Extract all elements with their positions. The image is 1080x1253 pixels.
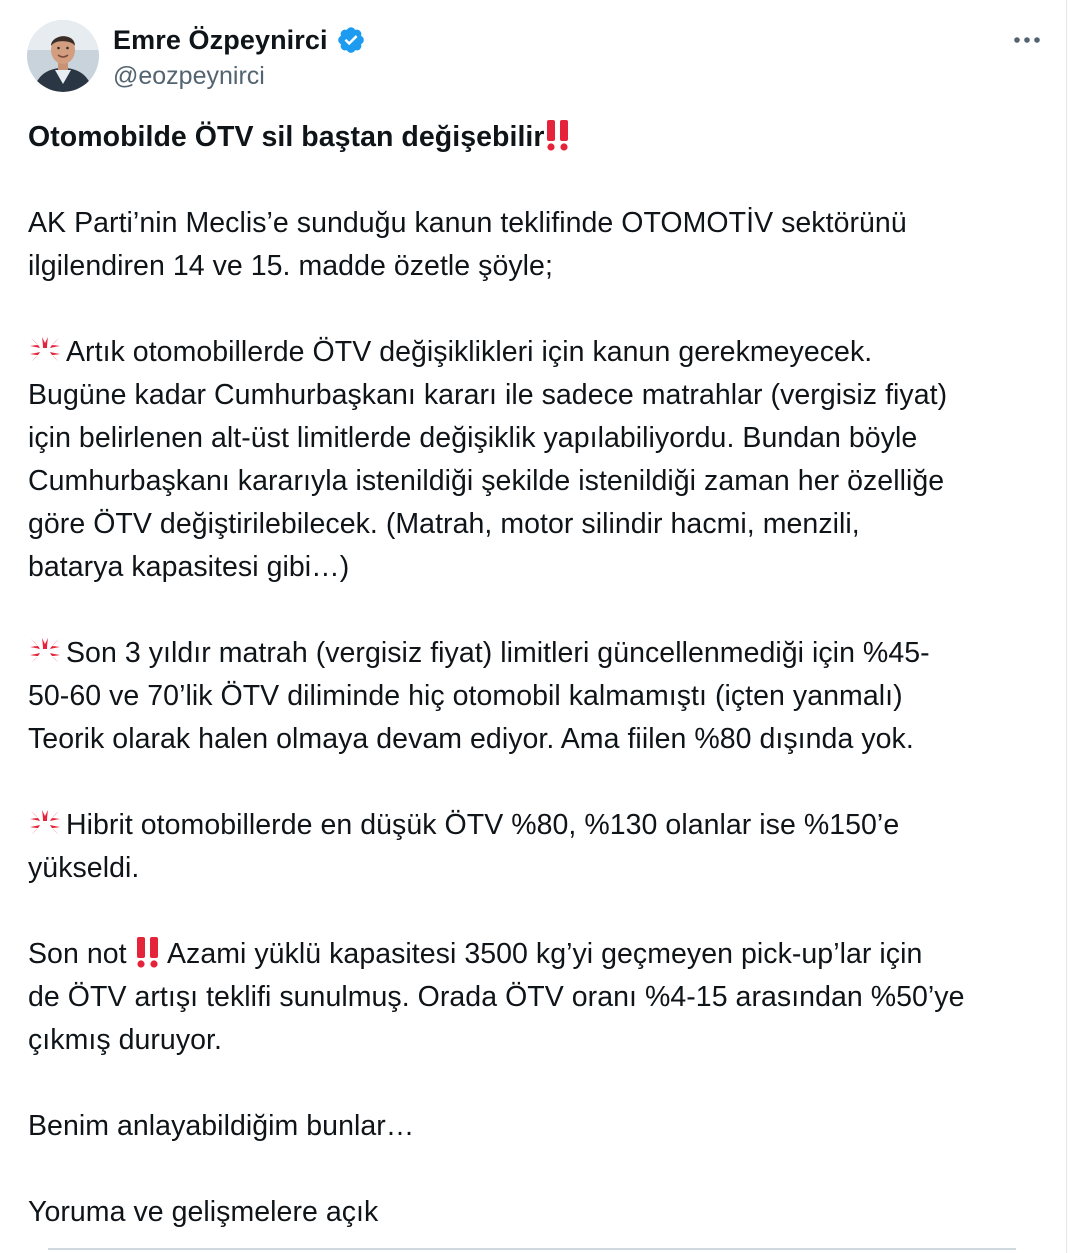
avatar[interactable] — [27, 20, 99, 92]
point-1-line: Cumhurbaşkanı kararıyla istenildiği şekilde istenildiği zaman her özelliğe — [28, 465, 945, 497]
scrollbar[interactable] — [1066, 0, 1080, 1253]
divider — [48, 1248, 1016, 1250]
note-prefix: Son not — [28, 938, 127, 970]
anger-symbol-icon — [28, 808, 62, 838]
point-3-line — [28, 804, 1036, 847]
anger-symbol-icon — [28, 335, 62, 365]
anger-symbol-icon — [28, 636, 62, 666]
point-1-paragraph — [28, 331, 1036, 589]
author-handle[interactable]: @eozpeynirci — [113, 62, 265, 90]
tweet-title — [28, 116, 1036, 159]
verified-badge-icon[interactable] — [336, 25, 366, 55]
point-2-line — [28, 632, 1036, 675]
point-3-line: yükseldi. — [28, 852, 140, 884]
point-1-text: Artık otomobillerde ÖTV değişiklikleri için kanun gerekmeyecek. — [66, 336, 873, 368]
note-line — [28, 933, 1036, 976]
avatar-image — [27, 20, 99, 92]
point-3-text: Hibrit otomobillerde en düşük ÖTV %80, %130 olanlar ise %150’e — [66, 809, 900, 841]
closing-line: Benim anlayabildiğim bunlar… — [28, 1110, 415, 1142]
point-1-line: Bugüne kadar Cumhurbaşkanı kararı ile sadece matrahlar (vergisiz fiyat) — [28, 379, 948, 411]
point-1-line: batarya kapasitesi gibi…) — [28, 551, 350, 583]
note-line: de ÖTV artışı teklifi sunulmuş. Orada ÖTV oranı %4-15 arasından %50’ye — [28, 981, 965, 1013]
closing-line: Yoruma ve gelişmelere açık — [28, 1196, 379, 1228]
double-exclamation-icon — [135, 935, 161, 969]
more-options-icon[interactable] — [1007, 26, 1047, 54]
point-2-line: Teorik olarak halen olmaya devam ediyor. Ama fiilen %80 dışında yok. — [28, 723, 914, 755]
closing-paragraph-1 — [28, 1105, 1036, 1148]
intro-line: ilgilendiren 14 ve 15. madde özetle şöyle; — [28, 250, 553, 282]
author-display-name[interactable]: Emre Özpeynirci — [113, 25, 328, 55]
point-2-text: Son 3 yıldır matrah (vergisiz fiyat) limitleri güncellenmediği için %45- — [66, 637, 930, 669]
intro-line: AK Parti’nin Meclis’e sunduğu kanun teklifinde OTOMOTİV sektörünü — [28, 207, 907, 239]
note-line: çıkmış duruyor. — [28, 1024, 222, 1056]
note-text: Azami yüklü kapasitesi 3500 kg’yi geçmeyen pick-up’lar için — [160, 938, 923, 970]
double-exclamation-icon — [545, 118, 571, 152]
intro-paragraph — [28, 202, 1036, 288]
closing-paragraph-2 — [28, 1191, 1036, 1234]
point-1-line — [28, 331, 1036, 374]
tweet-header — [27, 20, 1047, 92]
point-1-line: için belirlenen alt-üst limitlerde değişiklik yapılabiliyordu. Bundan böyle — [28, 422, 918, 454]
note-paragraph — [28, 933, 1036, 1062]
tweet-body — [28, 116, 1036, 1234]
point-2-line: 50-60 ve 70’lik ÖTV diliminde hiç otomobil kalmamıştı (içten yanmalı) — [28, 680, 903, 712]
author-name-row — [113, 22, 366, 58]
point-2-paragraph — [28, 632, 1036, 761]
point-1-line: göre ÖTV değiştirilebilecek. (Matrah, motor silindir hacmi, menzili, — [28, 508, 860, 540]
tweet-title-text: Otomobilde ÖTV sil baştan değişebilir — [28, 121, 545, 153]
point-3-paragraph — [28, 804, 1036, 890]
